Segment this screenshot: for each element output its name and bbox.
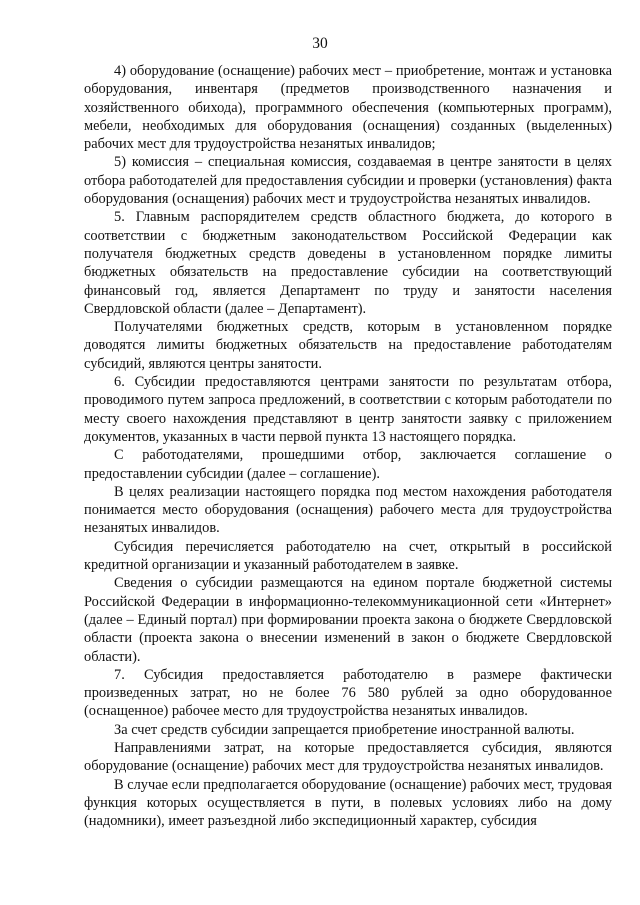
paragraph-cost-directions: Направлениями затрат, на которые предоставляется субсидия, являются оборудование (оснащение) рабочих мест для трудоустройства незанятых инвалидов.	[84, 739, 612, 775]
paragraph-currency-ban: За счет средств субсидии запрещается приобретение иностранной валюты.	[114, 721, 575, 738]
page-number: 30	[312, 35, 328, 52]
paragraph-agreement: С работодателями, прошедшими отбор, заключается соглашение о предоставлении субсидии (далее – соглашение).	[84, 447, 612, 482]
paragraph-clause-7-amount: 7. Субсидия предоставляется работодателю в размере фактически произведенных затрат, но не более 76 580 рублей за одно оборудованное (оснащенное) рабочее место для трудоустройства незанятых инвалидов.	[84, 666, 612, 720]
paragraph-unified-portal: Сведения о субсидии размещаются на едином портале бюджетной системы Российской Федерации в информационно-телекоммуникационной сети «Интернет» (далее – Единый портал) при формировании проекта закона о бюджете Свердловской области (проекта закона о внесении изменений в закон о бюджете Свердловской области).	[84, 575, 612, 665]
paragraph-item-4-equipment: 4) оборудование (оснащение) рабочих мест – приобретение, монтаж и установка оборудования, инвентаря (предметов производственного назначения и хозяйственного обихода), программного обеспечения (компьютерных программ), мебели, необходимых для оборудования (оснащения) созданных (выделенных) рабочих мест для трудоустройства незанятых инвалидов;	[84, 63, 612, 153]
paragraph-budget-recipients: Получателями бюджетных средств, которым в установленном порядке доводятся лимиты бюджетных обязательств на предоставление работодателям субсидий, являются центры занятости.	[84, 319, 612, 372]
paragraph-clause-5-main-manager: 5. Главным распорядителем средств областного бюджета, до которого в соответствии с бюджетным законодательством Российской Федерации как получателя бюджетных средств доведены в установленном порядке лимиты бюджетных обязательств на предоставление субсидии на соответствующий финансовый год, является Департамент по труду и занятости населения Свердловской области (далее – Департамент).	[84, 209, 612, 317]
paragraph-item-5-commission: 5) комиссия – специальная комиссия, создаваемая в центре занятости в целях отбора работодателей для предоставления субсидии и проверки (установления) факта оборудования (оснащения) рабочих мест и трудоустройства незанятых инвалидов.	[84, 154, 612, 208]
paragraph-transfer-account: Субсидия перечисляется работодателю на счет, открытый в российской кредитной организации и указанный работодателем в заявке.	[84, 538, 612, 574]
paragraph-employer-location: В целях реализации настоящего порядка под местом нахождения работодателя понимается место оборудования (оснащения) рабочего места для трудоустройства незанятых инвалидов.	[84, 483, 612, 537]
paragraph-remote-workplaces: В случае если предполагается оборудование (оснащение) рабочих мест, трудовая функция которых осуществляется в пути, в полевых условиях либо на дому (надомники), имеет разъездной либо экспедиционный характер, субсидия	[84, 776, 612, 830]
paragraph-clause-6-selection: 6. Субсидии предоставляются центрами занятости по результатам отбора, проводимого путем запроса предложений, в соответствии с которым работодатели по месту своего нахождения представляют в центр занятости заявку с приложением документов, указанных в части первой пункта 13 настоящего порядка.	[84, 374, 612, 445]
document-body	[84, 62, 612, 830]
